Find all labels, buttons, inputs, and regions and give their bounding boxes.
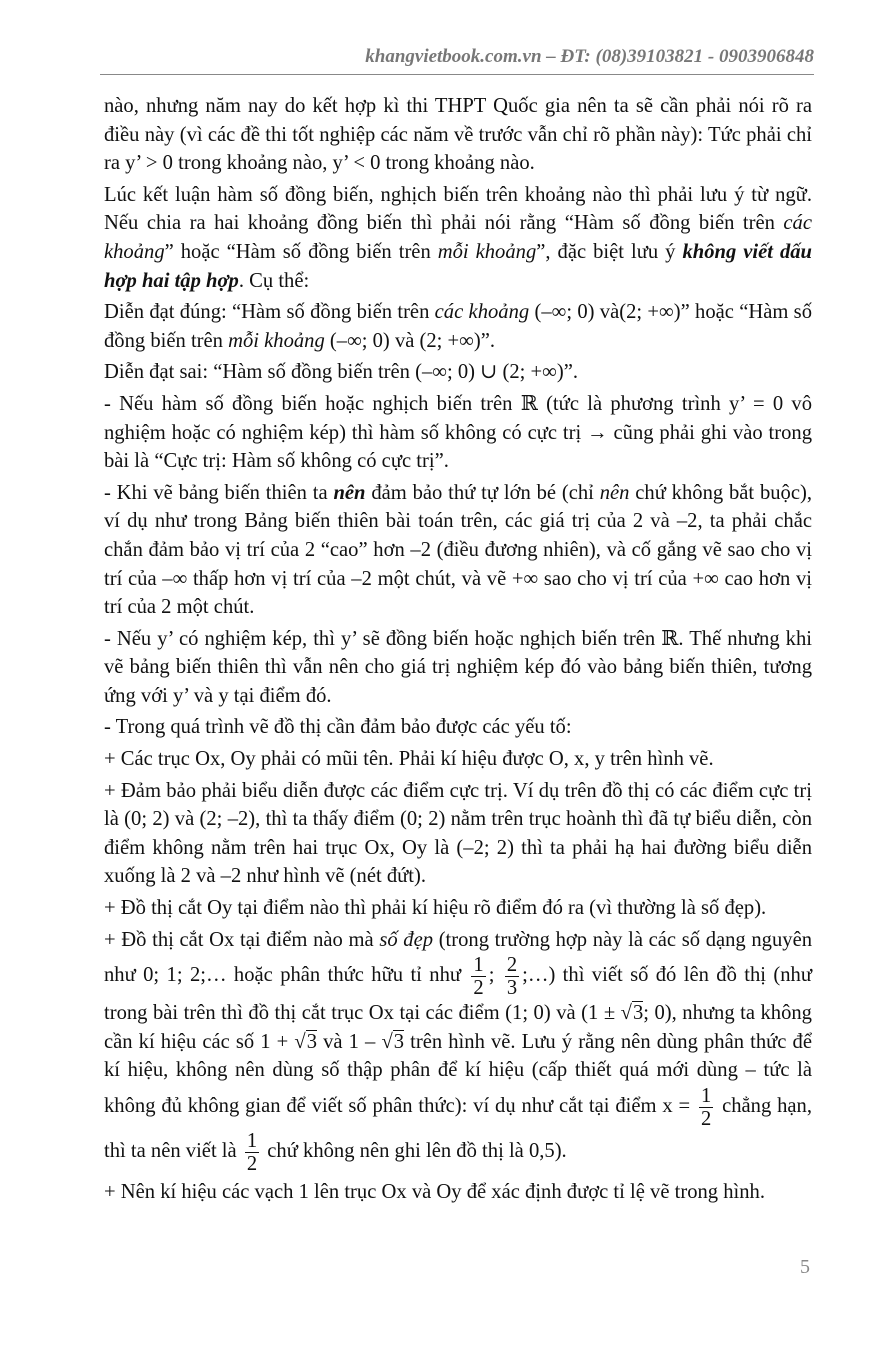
text-run: - Khi vẽ bảng biến thiên ta (104, 481, 334, 504)
fraction-denominator: 3 (506, 977, 518, 1000)
fraction (471, 954, 485, 999)
text-run: ;…) thì viết số đó lên đồ thị (như trong bài trên thì đồ thị cắt trục Ox tại các điểm (1; 0) và (1 ± (104, 964, 812, 1025)
text-run: Diễn đạt đúng: “Hàm số đồng biến trên (104, 301, 435, 324)
paragraph (104, 926, 812, 1175)
radical-sign-icon: √ (381, 1030, 393, 1053)
italic-text: các khoảng (104, 212, 812, 263)
text-run: . Cụ thể: (238, 269, 310, 292)
text-run: Lúc kết luận hàm số đồng biến, nghịch biến trên khoảng nào thì phải lưu ý từ ngữ. Nếu chia ra hai khoảng đồng biến thì phải nói rằng “Hàm số đồng biến trên (104, 183, 812, 235)
text-run: + Nên kí hiệu các vạch 1 lên trục Ox và Oy để xác định được tỉ lệ vẽ trong hình. (104, 1181, 766, 1203)
text-run: + Đảm bảo phải biểu diễn được các điểm cực trị. Ví dụ trên đồ thị có các điểm cực trị là (0; 2) và (2; –2), thì ta thấy điểm (0; 2) nằm trên trục hoành thì đã tự biểu diễn, còn điểm không nằm trên hai trục Ox, Oy là (–2; 2) thì ta phải hạ hai đường biểu diễn xuống là 2 và –2 như hình vẽ (nét đứt). (104, 779, 812, 888)
text-run: + Đồ thị cắt Oy tại điểm nào thì phải kí hiệu rõ điểm đó ra (vì thường là số đẹp). (104, 897, 767, 920)
paragraph (104, 92, 812, 178)
paragraph (104, 358, 812, 387)
text-run: ; (488, 964, 502, 987)
text-run: (trong trường hợp này là các số dạng nguyên như 0; 1; 2;… hoặc phân thức hữu tỉ như (104, 928, 813, 987)
fraction-numerator: 1 (473, 954, 484, 977)
document-body (104, 92, 812, 1210)
fraction-denominator: 2 (473, 977, 484, 1000)
text-run: trên hình vẽ. Lưu ý rằng nên dùng phân thức để kí hiệu, không nên dùng số thập phân để kí hiệu (cấp thiết quá mới dùng – tức là không đủ không gian để viết số phân thức): ví dụ như cắt tại điểm x = (104, 1030, 812, 1118)
text-run: chứ không nên ghi lên đồ thị là 0,5). (262, 1140, 567, 1163)
italic-text: các khoảng (434, 301, 530, 324)
square-root (621, 1001, 644, 1024)
paragraph (104, 390, 812, 476)
fraction (699, 1085, 713, 1130)
radicand: 3 (632, 1002, 644, 1025)
paragraph (104, 625, 812, 711)
italic-text: nên (599, 481, 630, 504)
italic-text: mỗi khoảng (228, 329, 325, 352)
paragraph (104, 1178, 812, 1207)
radical-sign-icon: √ (620, 1002, 632, 1025)
paragraph (104, 894, 812, 923)
text-run: và 1 – (317, 1030, 382, 1053)
text-run: - Trong quá trình vẽ đồ thị cần đảm bảo được các yếu tố: (104, 716, 572, 739)
paragraph (104, 181, 812, 295)
text-run: nào, nhưng năm nay do kết hợp kì thi THPT Quốc gia nên ta sẽ cần phải nói rõ ra điều này (vì các đề thi tốt nghiệp các năm về trước vẫn chỉ rõ phần này): Tức phải chỉ ra y’ > 0 trong khoảng nào, y’ < 0 trong khoảng nào. (104, 95, 812, 175)
text-run: + Đồ thị cắt Ox tại điểm nào mà (104, 928, 380, 951)
fraction-numerator: 1 (246, 1130, 258, 1152)
italic-text: số đẹp (379, 928, 434, 951)
radical-sign-icon: √ (294, 1030, 306, 1053)
italic-text: mỗi khoảng (437, 240, 537, 263)
radicand: 3 (306, 1030, 317, 1053)
page-header: khangvietbook.com.vn – ĐT: (08)39103821 - 0903906848 (100, 46, 814, 75)
text-run: ; 0), nhưng ta không cần kí hiệu các số 1 + (104, 1002, 812, 1053)
text-run: đảm bảo thứ tự lớn bé (chỉ (365, 481, 600, 504)
paragraph (104, 713, 812, 742)
text-run: + Các trục Ox, Oy phải có mũi tên. Phải kí hiệu được O, x, y trên hình vẽ. (104, 748, 714, 771)
fraction-denominator: 2 (246, 1153, 258, 1175)
bold-italic-text: nên (333, 481, 366, 504)
square-root (381, 1030, 404, 1053)
fraction (245, 1130, 259, 1175)
radicand: 3 (393, 1030, 405, 1053)
text-run: Diễn đạt sai: “Hàm số đồng biến trên (–∞; 0) ∪ (2; +∞)”. (104, 361, 578, 384)
fraction-numerator: 2 (506, 954, 518, 977)
fraction-denominator: 2 (700, 1108, 712, 1130)
text-run: (–∞; 0) và(2; +∞)” hoặc “Hàm số đồng biến trên (104, 301, 812, 352)
page-number: 5 (800, 1256, 810, 1278)
text-run: chứ không bắt buộc), ví dụ như trong Bảng biến thiên bài toán trên, các giá trị của 2 và –2, ta phải chắc chắn đảm bảo vị trí của 2 “cao” hơn –2 (điều đương nhiên), và cố gắng vẽ sao cho vị trí của –∞ thấp hơn vị trí của –2 một chút, và vẽ +∞ sao cho vị trí của +∞ cao hơn vị trí của 2 một chút. (104, 481, 812, 619)
text-run: - Nếu y’ có nghiệm kép, thì y’ sẽ đồng biến hoặc nghịch biến trên ℝ. Thế nhưng khi vẽ bảng biến thiên thì vẫn nên cho giá trị nghiệm kép đó vào bảng biến thiên, tương ứng với y’ và y tại điểm đó. (104, 627, 812, 707)
text-run: ”, đặc biệt lưu ý (536, 240, 683, 263)
fraction-numerator: 1 (700, 1085, 712, 1107)
text-run: ” hoặc “Hàm số đồng biến trên (164, 240, 438, 263)
paragraph (104, 298, 812, 355)
text-run: chẳng hạn, thì ta nên viết là (104, 1095, 812, 1163)
paragraph (104, 479, 812, 622)
text-run: - Nếu hàm số đồng biến hoặc nghịch biến trên ℝ (tức là phương trình y’ = 0 vô nghiệm hoặc có nghiệm kép) thì hàm số không có cực trị → cũng phải ghi vào trong bài là “Cực trị: Hàm số không có cực trị”. (104, 392, 812, 473)
fraction (505, 954, 519, 999)
bold-italic-text: không viết dấu hợp hai tập hợp (104, 240, 812, 292)
paragraph (104, 777, 812, 891)
square-root (294, 1030, 317, 1053)
paragraph (104, 745, 812, 774)
text-run: (–∞; 0) và (2; +∞)”. (324, 329, 495, 352)
